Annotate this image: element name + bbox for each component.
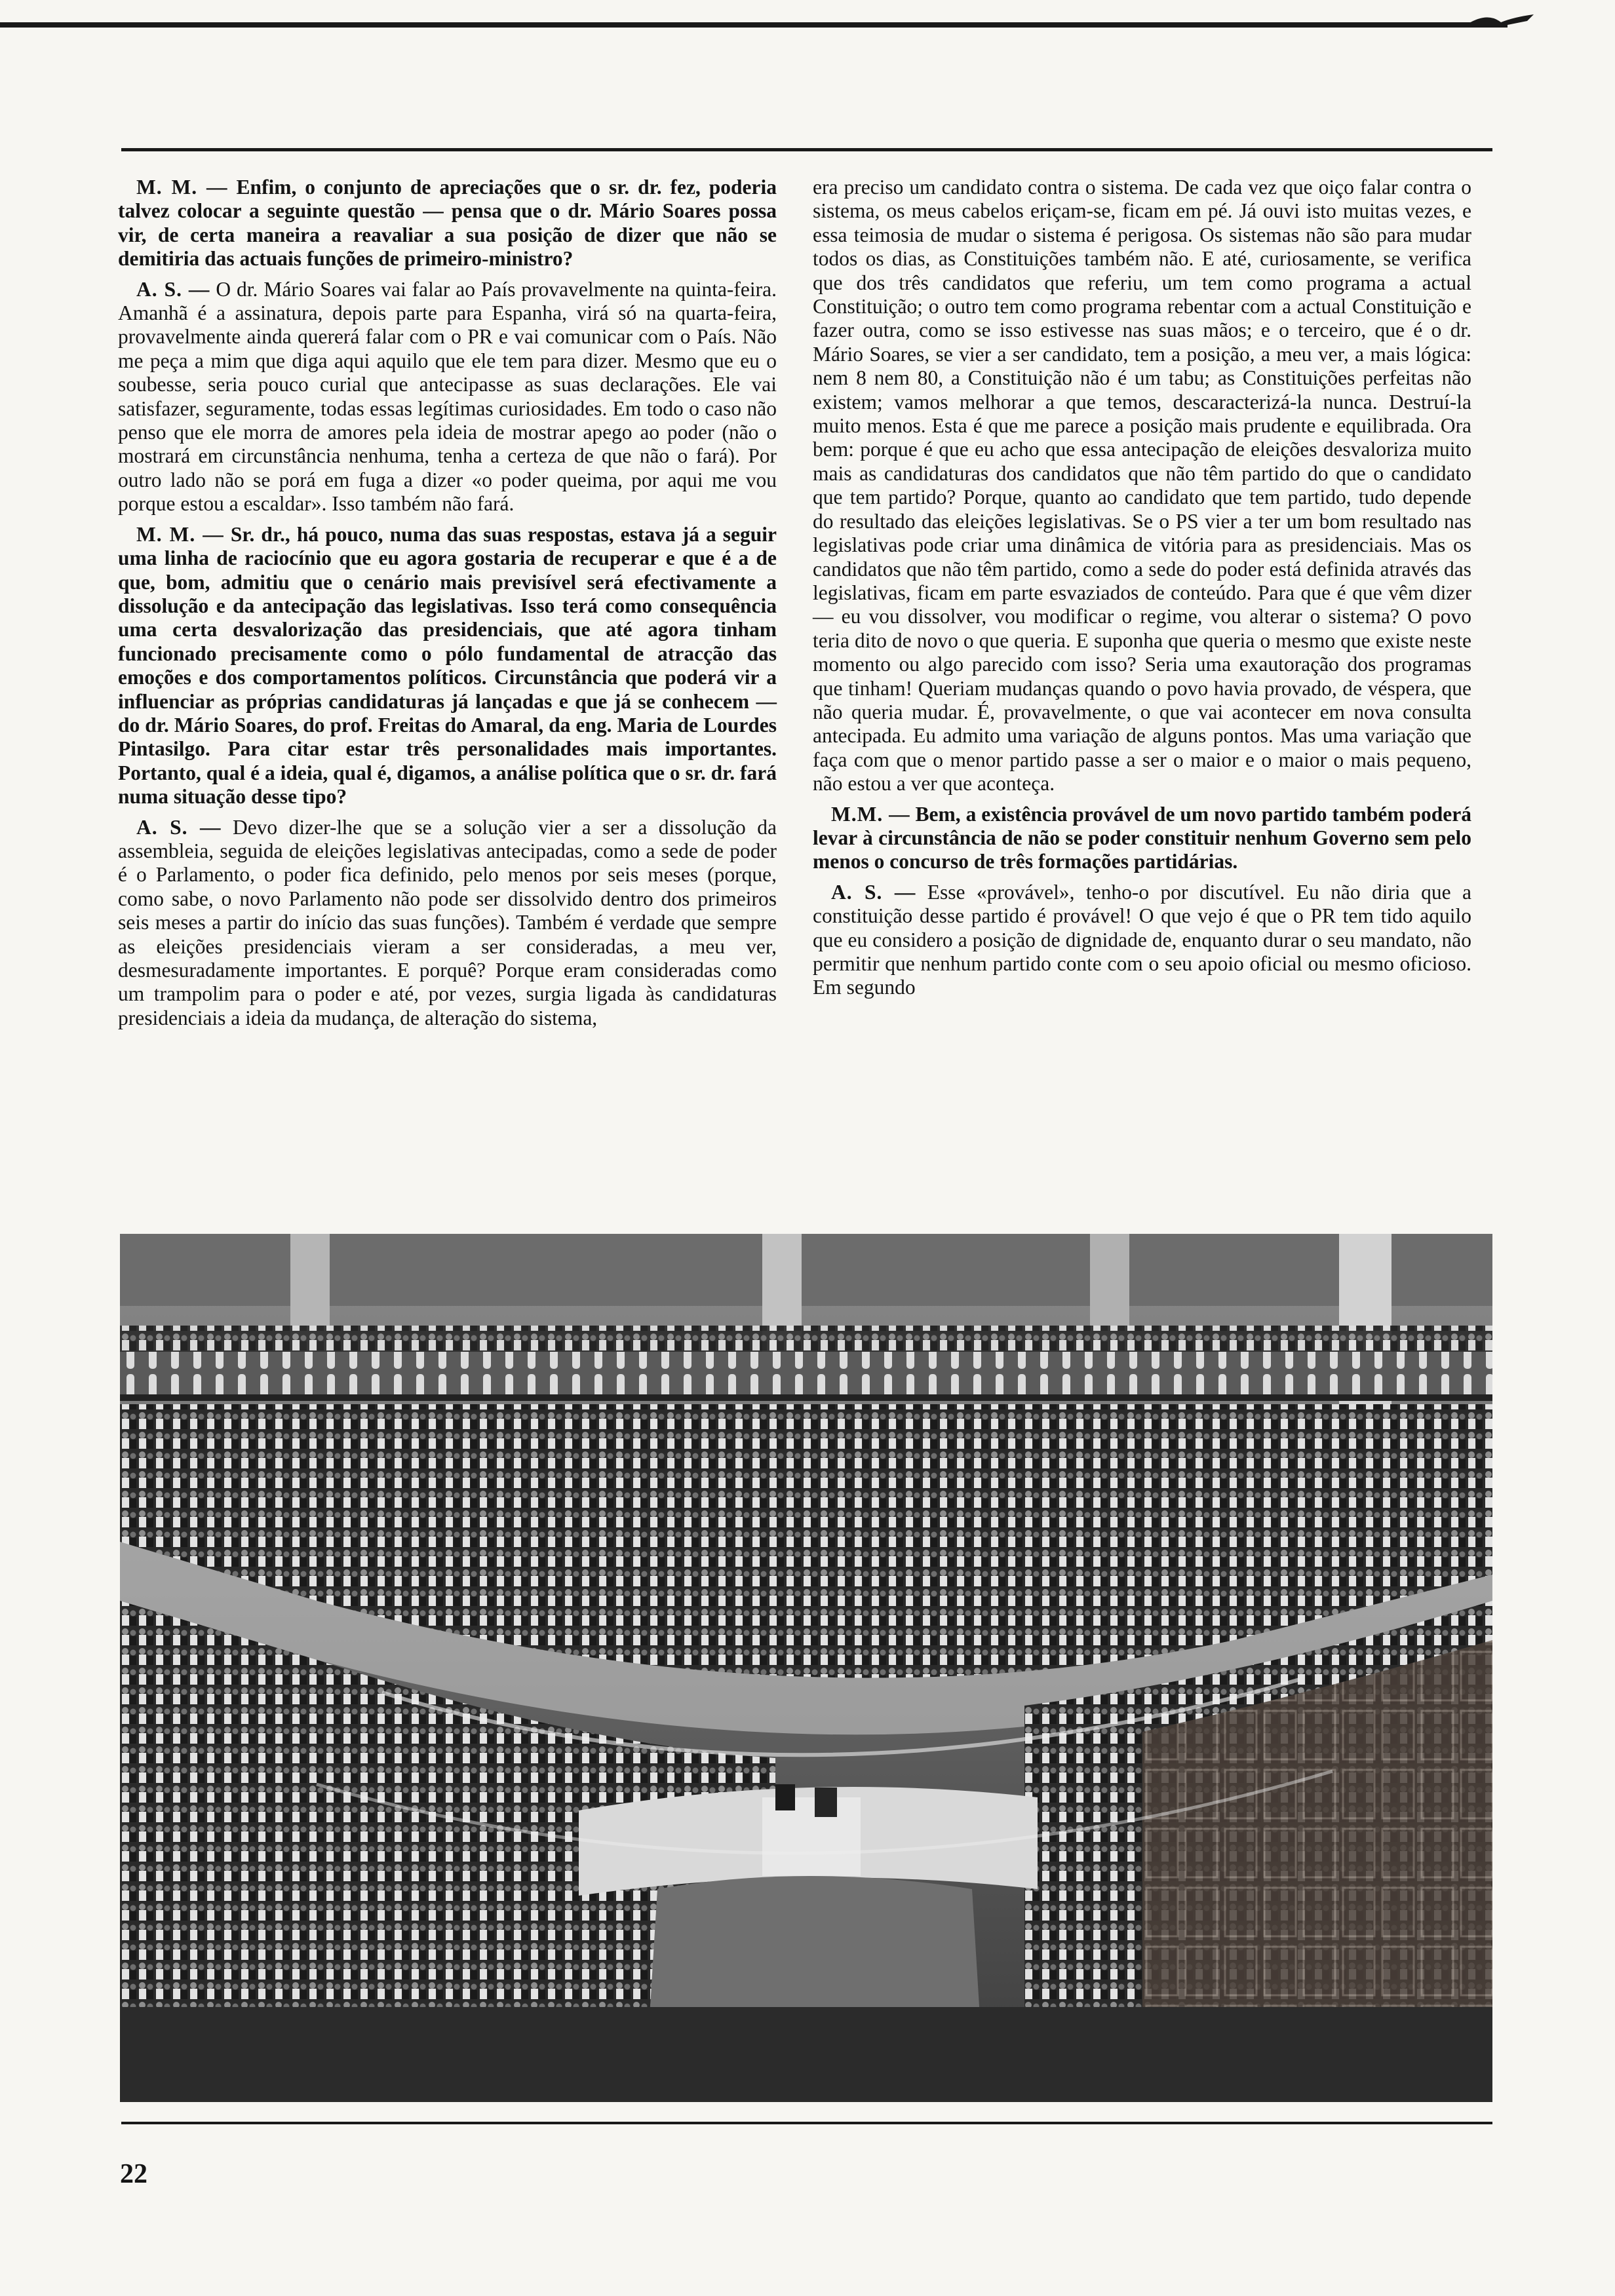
answer-text: era preciso um candidato contra o sistema. De cada vez que oiço falar contra o sistema, os meus cabelos eriçam-se, ficam em pé. Já ouvi isto muitas vezes, e essa teimosia de mudar o sistema é perigosa. Os sistemas não são para mudar todos os dias, as Constituições também não. E até, curiosamente, se verifica que dos três candidatos que referiu, um tem como programa a actual Constituição; o outro tem como programa rebentar com a actual Constituição e fazer outra, como se isso estivesse nas suas mãos; e o terceiro, que é o dr. Mário Soares, se vier a ser candidato, tem a posição, a meu ver, a mais lógica: nem 8 nem 80, a Constituição não é um tabu; as Constituições perfeitas não existem; vamos melhorar a que temos, descaracterizá-la nunca. Destruí-la muito menos. Esta é que me parece a posição mais prudente e equilibrada. Ora bem: porque é que eu acho que essa antecipação de eleições desvaloriza muito mais as candidaturas dos candidatos que não têm partido do que o candidato que tem partido? Porque, quanto ao candidato que tem partido, tudo depende do resultado das eleições legislativas. Se o PS vier a ter um bom resultado nas legislativas pode criar uma dinâmica de vitória para as presidenciais. Mas os candidatos que não têm partido, como a sede do poder está definida através das legislativas, ficam em parte esvaziados de conteúdo. Para que é que vêm dizer — eu vou dissolver, vou modificar o regime, vou alterar o sistema? O povo teria dito de novo o que queria. E suponha que queria o mesmo que existe neste momento ou algo parecido com isso? Seria uma exautoração dos programas que tinham! Queriam mudanças quando o povo havia provado, de véspera, que não queria mudar. É, provavelmente, o que vai acontecer em nova consulta antecipada. Eu admito uma variação de alguns pontos. Mas uma variação que faça com que o menor partido passe a ser o maior e o maior o mais pequeno, não estou a ver que aconteça. <box>813 176 1471 795</box>
answer-3 <box>813 881 1471 1000</box>
page-number: 22 <box>120 2159 147 2189</box>
answer-text: Devo dizer-lhe que se a solução vier a ser a dissolução da assembleia, seguida de eleições legislativas antecipadas, como a sede de poder é o Parlamento, o poder fica definido, pelo menos por seis meses (porque, como sabe, o novo Parlamento não pode ser dissolvido dentro dos primeiros seis meses a partir do início das suas funções). Também é verdade que sempre as eleições presidenciais vieram a ser consideradas, a meu ver, desmesuradamente importantes. E porquê? Porque eram consideradas como um trampolim para o poder e até, por vezes, surgia ligada às candidaturas presidenciais a ideia da mudança, de alteração do sistema, <box>118 815 777 1029</box>
parliament-photo-illustration <box>120 1234 1492 2102</box>
question-text: Sr. dr., há pouco, numa das suas respostas, estava já a seguir uma linha de raciocínio que eu agora gostaria de recuperar e que é a de que, bom, admitiu que o cenário mais previsível será efectivamente a dissolução e da antecipação das legislativas. Isso terá como consequência uma certa desvalorização das presidenciais, que até agora tinham funcionado precisamente como o pólo fundamental de atracção das emoções e dos comportamentos políticos. Circunstância que poderá vir a influenciar as próprias candidaturas já lançadas e que já se conhecem — do dr. Mário Soares, do prof. Freitas do Amaral, da eng. Maria de Lourdes Pintasilgo. Para citar estar três personalidades mais importantes. Portanto, qual é a ideia, qual é, digamos, a análise política que o sr. dr. fará numa situação desse tipo? <box>118 522 777 809</box>
footer-rule <box>121 2122 1492 2124</box>
speaker-label: A. S. — <box>831 880 916 904</box>
text-column-right <box>813 176 1471 1006</box>
answer-text: O dr. Mário Soares vai falar ao País provavelmente na quinta-feira. Amanhã é a assinatura, depois parte para Espanha, virá só na quarta-feira, provavelmente ainda quererá falar com o PR e vai comunicar com o País. Não me peça a mim que diga aqui aquilo que ele tem para dizer. Mesmo que eu o soubesse, seria pouco curial que antecipasse as suas declarações. Ele vai satisfazer, seguramente, todas essas legítimas curiosidades. Em todo o caso não penso que ele morra de amores pela ideia de mostrar apego ao poder (não o mostrará em circunstância nenhuma, tenha a certeza de que não o fará). Por outro lado não se porá em fuga a dizer «o poder queima, por aqui me vou porque estou a escaldar». Isso também não fará. <box>118 277 777 516</box>
answer-text: Esse «provável», tenho-o por discutível. Eu não diria que a constituição desse partido é provável! O que vejo é que o PR tem tido aquilo que eu considero a posição de dignidade de, enquanto durar o seu mandato, não permitir que nenhum partido conte com o seu apoio oficial ou mesmo oficioso. Em segundo <box>813 880 1472 999</box>
speaker-label: M. M. — <box>136 522 224 546</box>
pen-flourish-icon <box>1429 5 1534 38</box>
speaker-label: A. S. — <box>136 277 210 301</box>
speaker-label: M. M. — <box>136 176 228 199</box>
question-text: Bem, a existência provável de um novo partido também poderá levar à circunstância de não se poder constituir nenhum Governo sem pelo menos o concurso de três formações partidárias. <box>813 802 1471 873</box>
question-1 <box>118 176 777 271</box>
answer-2 <box>118 816 777 1031</box>
speaker-label: M.M. — <box>831 802 910 826</box>
answer-2-continued <box>813 176 1471 796</box>
question-text: Enfim, o conjunto de apreciações que o sr. dr. fez, poderia talvez colocar a seguinte questão — pensa que o dr. Mário Soares possa vir, de certa maneira a reavaliar a sua posição de dizer que não se demitiria das actuais funções de primeiro-ministro? <box>118 176 777 271</box>
question-2 <box>118 523 777 809</box>
answer-1 <box>118 278 777 516</box>
top-rule <box>0 22 1508 28</box>
header-rule <box>121 148 1492 151</box>
text-column-left <box>118 176 777 1037</box>
question-3 <box>813 803 1471 874</box>
speaker-label: A. S. — <box>136 815 222 839</box>
parliament-chamber-photo <box>120 1234 1492 2102</box>
